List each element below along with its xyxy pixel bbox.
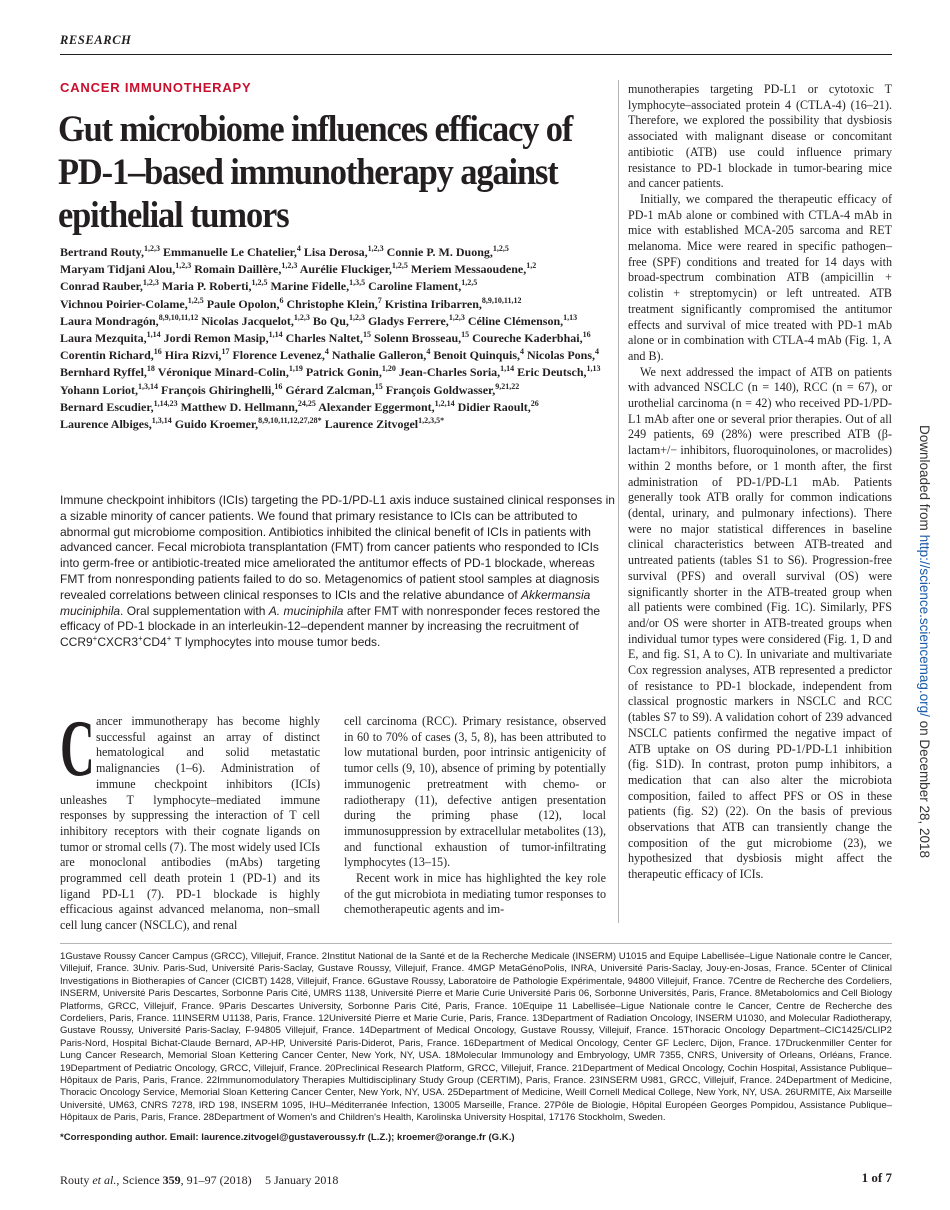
author-affiliation: 1,14	[268, 330, 283, 340]
author-name: Vichnou Poirier-Colame,	[60, 296, 188, 311]
author	[286, 331, 371, 345]
author-affiliation: 4	[595, 347, 600, 357]
author-affiliation: 18	[146, 364, 155, 374]
author	[433, 348, 524, 362]
author-affiliation: 1,3,14	[138, 381, 159, 391]
citation-etal: et al.	[92, 1173, 117, 1187]
author-affiliation: 4	[520, 347, 525, 357]
author-affiliation: 1,13	[586, 364, 601, 374]
author-affiliation: 1,2,5	[492, 244, 509, 253]
author-affiliation: 16	[153, 347, 162, 357]
author-name: François Goldwasser,	[385, 382, 496, 397]
author-affiliation: 8,9,10,11,12	[158, 312, 199, 322]
author-affiliation: 1,2,3	[144, 244, 160, 253]
author	[60, 348, 162, 362]
citation-journal: , Science	[116, 1173, 163, 1187]
author-affiliation: 4	[296, 244, 301, 253]
author-affiliation: 1,19	[288, 364, 303, 374]
download-notice	[917, 425, 932, 858]
author	[318, 400, 454, 414]
author-affiliation: 1,13	[563, 312, 578, 322]
author-affiliation: 15	[374, 381, 383, 391]
drop-cap: C	[60, 705, 95, 793]
author-affiliation: 7	[377, 295, 382, 305]
affiliations-rule	[60, 943, 892, 944]
author-name: Bertrand Routy,	[60, 245, 144, 259]
author-list	[60, 244, 620, 433]
header-rule	[60, 54, 892, 55]
author-name: Jean-Charles Soria,	[398, 365, 501, 380]
abstract-text: after FMT with nonresponder feces restored the efficacy of PD-1 blockade in an interleukin-12–dependent manner by increasing the recruitment of CCR9	[60, 603, 601, 650]
author-affiliation: 1,3,14	[151, 416, 172, 426]
author-name: Gladys Ferrere,	[367, 313, 449, 328]
author	[332, 348, 430, 362]
author-affiliation: 1,14	[146, 330, 161, 340]
author-affiliation: 1,2,3	[293, 312, 310, 322]
author	[468, 314, 577, 328]
citation	[60, 1173, 252, 1188]
body-paragraph: Initially, we compared the therapeutic efficacy of PD-1 mAb alone or combined with CTLA-4 mAb in mice with established MCA-205 sarcoma and RET melanoma. Mice were reared in specific pathogen–free (SPF) conditions and treated for 14 days with broad-spectrum combination ATB (ampicillin + colistin + streptomycin) or left untreated. ATB treatment significantly compromised the antitumor effects and survival of mice treated with PD-1 mAb alone or in combination with CTLA-4 mAb (Fig. 1, A and B).	[628, 191, 892, 363]
author	[60, 365, 155, 379]
author	[60, 314, 198, 328]
author-affiliation: 1,2,3	[348, 312, 365, 322]
author-name: Véronique Minard-Colin,	[157, 365, 289, 380]
author-affiliation: 1,3,5	[349, 278, 366, 288]
author-name: Maryam Tidjani Alou,	[60, 262, 176, 277]
author-name: Alexander Eggermont,	[318, 399, 435, 414]
author-name: Kristina Iribarren,	[384, 296, 482, 311]
author-affiliation: 17	[221, 347, 230, 357]
author-affiliation: 1,2	[526, 261, 537, 271]
download-suffix: on December 28, 2018	[917, 716, 932, 858]
author	[286, 297, 381, 311]
author	[207, 297, 284, 311]
author-name: Nathalie Galleron,	[331, 348, 427, 363]
body-column-2	[344, 714, 606, 918]
author-affiliation: 8,9,10,11,12,27,28*	[258, 416, 322, 426]
abstract	[60, 493, 616, 651]
author	[60, 417, 172, 431]
body-paragraph: Recent work in mice has highlighted the key role of the gut microbiota in mediating tumor responses to chemotherapeutic agents and im-	[344, 871, 606, 917]
superscript: +	[92, 634, 98, 644]
download-prefix: Downloaded from	[917, 425, 932, 535]
abstract-text: . Oral supplementation with	[120, 603, 269, 618]
author	[385, 297, 522, 311]
author-name: Charles Naltet,	[285, 331, 363, 346]
author-name: Caroline Flament,	[368, 279, 462, 294]
affiliations: 1Gustave Roussy Cancer Campus (GRCC), Villejuif, France. 2Institut National de la Santé et de la Recherche Medicale (INSERM) U1015 and Equipe Labellisée–Ligue Nationale contre le Cancer, Villejuif, France. 3Univ. Paris-Sud, Université Paris-Saclay, Gustave Roussy, Villejuif, France. 4MGP MetaGénoPolis, INRA, Université Paris-Saclay, Jouy-en-Josas, France. 5Center of Clinical Investigations in Biotherapies of Cancer (CICBT) 1428, Villejuif, France. 6Gustave Roussy, Laboratoire de Pathologie Expérimentale, 94800 Villejuif, France. 7Centre de Recherche des Cordeliers, INSERM, Université Paris Descartes, Sorbonne Paris Cité, UMRS 1138, Université Pierre et Marie Curie Université Paris 06, Sorbonne Universités, Paris, France. 8Metabolomics and Cell Biology Platforms, GRCC, Villejuif, France. 9Paris Descartes University, Sorbonne Paris Cité, Paris, France. 10Equipe 11 Labellisée–Ligue Nationale contre le Cancer, Centre de Recherche des Cordeliers, Paris, France. 11INSERM U1138, Paris, France. 12Université Pierre et Marie Curie, Paris, France. 13Department of Radiation Oncology, INSERM U1030, and Molecular Radiotherapy, Gustave Roussy, Université Paris-Saclay, F-94805 Villejuif, France. 14Department of Medical Oncology, Gustave Roussy, Villejuif, France. 15Thoracic Oncology Department–CIC1425/CLIP2 Paris-Nord, Hospital Bichat-Claude Bernard, AP-HP, Université Paris-Diderot, Paris, France. 16Department of Medical Oncology, Center GF Leclerc, Dijon, France. 17Druckenmiller Center for Lung Cancer Research, Memorial Sloan Kettering Cancer Center, New York, NY, USA. 18Molecular Immunology and Embryology, UMR 7355, CNRS, University of Orleans, Orléans, France. 19Department of Pediatric Oncology, GRCC, Villejuif, France. 20Preclinical Research Platform, GRCC, Villejuif, France. 21Department of Medical Oncology, Cochin Hospital, Assistance Publique–Hôpitaux de Paris, Paris, France. 22Immunomodulatory Therapies Multidisciplinary Study Group (CERTIM), Paris, France. 23INSERM U981, GRCC, Villejuif, France. 24Department of Medicine, Thoracic Oncology Service, Memorial Sloan Kettering Cancer Center, New York, NY, USA. 25Department of Medicine, Weill Cornell Medical College, New York, NY, USA. 26URMITE, Aix Marseille Université, UM63, CNRS 7278, IRD 198, INSERM 1095, IHU–Méditerranée Infection, 13005 Marseille, France. 27Pôle de Biologie, Hôpital Européen Georges Pompidou, Assistance Publique–Hôpitaux de Paris, Paris, France. 28Department of Women's and Children's Health, Karolinska University Hospital, 17176 Stockholm, Sweden.	[60, 951, 892, 1124]
author-name: Romain Daillère,	[194, 262, 282, 277]
author-affiliation: 9,21,22	[495, 381, 520, 391]
abstract-text: CXCR3	[97, 635, 139, 650]
author-name: Matthew D. Hellmann,	[180, 399, 298, 414]
author	[158, 365, 303, 379]
article-title: Gut microbiome influences efficacy of PD-1–based immunotherapy against epithelial tumors	[58, 109, 573, 236]
download-link[interactable]: http://science.sciencemag.org/	[917, 534, 932, 717]
author-affiliation: 6	[279, 295, 284, 305]
author-affiliation: 1,2,3	[367, 244, 384, 253]
author	[313, 314, 365, 328]
author-name: Guido Kroemer,	[174, 417, 259, 432]
author-affiliation: 8,9,10,11,12	[481, 295, 522, 305]
author-affiliation: 15	[461, 330, 470, 340]
author-affiliation: 1,20	[381, 364, 396, 374]
author	[201, 314, 310, 328]
author-name: Paule Opolon,	[206, 296, 280, 311]
author-name: Hira Rizvi,	[164, 348, 222, 363]
body-paragraph: We next addressed the impact of ATB on patients with advanced NSCLC (n = 140), RCC (n = 67), or urothelial carcinoma (n = 42) who received PD-1/PD-L1 mAb after one or several prior therapies. Out of all 249 patients, 69 (28%) were prescribed ATB (β-lactam+/− inhibitors, fluoroquinolones, or macrolides) within 2 months before, or 1 month after, the first administration of PD-1/PD-L1 mAb. Patients generally took ATB orally for common indications (dental, urinary, and pulmonary infections). There were no major statistical differences in baseline clinical characteristics between ATB-treated and untreated patients (tables S1 to S6). Progression-free survival (PFS) and overall survival (OS) were significantly shorter in the ATB-treated group when all patients were combined (Fig. 1C). Similarly, PFS and/or OS were shorter in ATB-treated groups when individual tumor types were considered (Fig. 1, D and E, and fig. S1, A to C). In univariate and multivariate Cox regression analyses, ATB represented a predictor of resistance to PD-1 blockade, independent from classical prognostic markers in NSCLC and RCC (tables S7 to S9). A validation cohort of 239 advanced NSCLC patients confirmed the negative impact of ATB uptake on OS during PD-1/PD-L1 inhibition (fig. S1D). In contrast, proton pump inhibitors, a medication that can also alter the microbiota composition, failed to affect PFS or OS in these patients (fig. S2) (22). On the basis of previous observations that ATB can transiently change the composition of the gut microbiome (23), we hypothesized that dysbiosis might affect the therapeutic efficacy of ICIs.	[628, 364, 892, 882]
author	[304, 245, 384, 259]
author	[162, 279, 268, 293]
author	[60, 262, 191, 276]
abstract-text: T lymphocytes into mouse tumor beds.	[171, 635, 381, 650]
author	[270, 279, 365, 293]
abstract-text: Immune checkpoint inhibitors (ICIs) targeting the PD-1/PD-L1 axis induce sustained clinical responses in a sizable minority of cancer patients. We found that primary resistance to ICIs can be attributed to abnormal gut microbiome composition. Antibiotics inhibited the clinical benefit of ICIs in patients with advanced cancer. Fecal microbiota transplantation (FMT) from cancer patients who responded to ICIs into germ-free or antibiotic-treated mice ameliorated the antitumor effects of PD-1 blockade, whereas FMT from nonresponding patients failed to do so. Metagenomics of patient stool samples at diagnosis revealed correlations between clinical responses to ICIs and the relative abundance of	[60, 493, 615, 602]
author-name: Christophe Klein,	[286, 296, 378, 311]
author-affiliation: 4	[324, 347, 329, 357]
abstract-species: A. muciniphila	[268, 603, 344, 618]
author-name: Emmanuelle Le Chatelier,	[163, 245, 297, 259]
author	[368, 314, 465, 328]
author-name: Bo Qu,	[312, 313, 349, 328]
author-name: Florence Levenez,	[232, 348, 325, 363]
author	[387, 245, 509, 259]
author-affiliation: 24,25	[297, 398, 316, 408]
author-affiliation: 1,14	[500, 364, 515, 374]
author-affiliation: 4	[426, 347, 431, 357]
body-paragraph: munotherapies targeting PD-L1 or cytotoxic T lymphocyte–associated protein 4 (CTLA-4) (16–21). Therefore, we explored the possibility that dysbiosis associated with malignant disease or concomitant antibiotic (ATB) use could influence primary resistance to PD-1 blockade in tumor-bearing mice and cancer patients.	[628, 82, 892, 191]
author-affiliation: 16	[274, 381, 283, 391]
author-name: Bernhard Ryffel,	[60, 365, 147, 380]
author-name: Eric Deutsch,	[517, 365, 587, 380]
author	[472, 331, 590, 345]
author-affiliation: 1,2,5	[391, 261, 408, 271]
author	[161, 383, 282, 397]
author-name: Solenn Brosseau,	[374, 331, 462, 346]
article-category: CANCER IMMUNOTHERAPY	[60, 80, 252, 95]
author	[386, 383, 520, 397]
author-name: Aurélie Fluckiger,	[299, 262, 392, 277]
author-name: Corentin Richard,	[60, 348, 154, 363]
body-column-3	[628, 82, 892, 883]
citation-authors: Routy	[60, 1173, 93, 1187]
author-affiliation: 1,2,3,5*	[418, 416, 445, 426]
author-affiliation: 1,2,5	[187, 295, 204, 305]
author-name: Laura Mondragón,	[60, 313, 159, 328]
author-affiliation: 1,2,5	[461, 278, 478, 288]
body-paragraph: cell carcinoma (RCC). Primary resistance, observed in 60 to 70% of cases (3, 5, 8), has been attributed to low mutational burden, poor intrinsic antigenicity of tumor cells (9, 10), absence of priming by potentially immunogenic pretreatment with chemo- or radiotherapy (11), defective antigen presentation during the priming phase (12), local immunosuppression by extracellular metabolites (13), and functional exhaustion of tumor-infiltrating lymphocytes (13–15).	[344, 714, 606, 870]
author-name: Maria P. Roberti,	[161, 279, 252, 294]
column-divider	[618, 80, 619, 923]
author	[60, 331, 161, 345]
author-name: Laura Mezquita,	[60, 331, 147, 346]
author	[194, 262, 297, 276]
author-name: Coureche Kaderbhai,	[472, 331, 583, 346]
author	[165, 348, 230, 362]
author	[325, 417, 444, 431]
author	[164, 331, 283, 345]
author-name: Benoit Quinquis,	[433, 348, 521, 363]
author	[527, 348, 599, 362]
author-name: Marine Fidelle,	[270, 279, 350, 294]
author	[306, 365, 396, 379]
author-affiliation: 1,2,3	[175, 261, 192, 271]
author-affiliation: 1,14,23	[153, 398, 178, 408]
author	[181, 400, 316, 414]
author	[232, 348, 328, 362]
author-name: Laurence Zitvogel	[324, 417, 419, 432]
author-affiliation: 1,2,5	[251, 278, 268, 288]
author-name: Connie P. M. Duong,	[386, 245, 493, 259]
author	[60, 245, 160, 259]
corresponding-author: *Corresponding author. Email: laurence.zitvogel@gustaveroussy.fr (L.Z.); kroemer@orange.fr (G.K.)	[60, 1132, 515, 1143]
author	[458, 400, 539, 414]
author-affiliation: 1,2,3	[281, 261, 298, 271]
author	[517, 365, 600, 379]
citation-pages: , 91–97 (2018)	[180, 1173, 252, 1187]
author	[374, 331, 469, 345]
author-affiliation: 1,2,14	[434, 398, 455, 408]
section-tag: RESEARCH	[60, 33, 132, 47]
author	[60, 400, 178, 414]
author	[411, 262, 536, 276]
author	[368, 279, 477, 293]
author-affiliation: 1,2,3	[448, 312, 465, 322]
author-name: Meriem Messaoudene,	[410, 262, 527, 277]
page-number: 1 of 7	[861, 1170, 892, 1185]
author-name: Gérard Zalcman,	[285, 382, 375, 397]
author	[60, 297, 204, 311]
author-name: Nicolas Jacquelot,	[201, 313, 294, 328]
author-name: Céline Clémenson,	[467, 313, 564, 328]
author-name: François Ghiringhelli,	[161, 382, 275, 397]
author	[60, 279, 159, 293]
author-name: Conrad Rauber,	[60, 279, 143, 294]
author-affiliation: 26	[530, 398, 539, 408]
body-paragraph: ancer immunotherapy has become highly successful against an array of distinct hematological and solid metastatic malignancies (1–6). Administration of immune checkpoint inhibitors (ICIs) unleashes T lymphocyte–mediated immune responses by suppressing the interaction of T cell inhibitory receptors with their cognate ligands on tumor or stromal cells (7). The most widely used ICIs are monoclonal antibodies (mAbs) targeting programmed cell death protein 1 (PD-1) and its ligand PD-L1 (7). PD-1 blockade is highly efficacious against advanced melanoma, non–small cell lung cancer (NSCLC), and renal	[60, 714, 320, 933]
superscript: +	[166, 634, 172, 644]
author-name: Didier Raoult,	[457, 399, 531, 414]
publication-date: 5 January 2018	[265, 1173, 339, 1187]
author-affiliation: 16	[582, 330, 591, 340]
author	[163, 245, 301, 259]
author-name: Nicolas Pons,	[527, 348, 596, 363]
author	[300, 262, 408, 276]
citation-volume: 359	[162, 1173, 181, 1187]
author	[175, 417, 322, 431]
author-name: Lisa Derosa,	[303, 245, 368, 259]
body-column-1	[60, 705, 320, 934]
abstract-text: CD4	[142, 635, 167, 650]
author-name: Yohann Loriot,	[60, 382, 139, 397]
author	[60, 383, 158, 397]
author	[285, 383, 382, 397]
author-affiliation: 15	[363, 330, 371, 340]
author-name: Jordi Remon Masip,	[163, 331, 269, 346]
author-name: Patrick Gonin,	[305, 365, 382, 380]
superscript: +	[138, 634, 143, 644]
author-name: Bernard Escudier,	[60, 399, 154, 414]
author-affiliation: 1,2,3	[142, 278, 159, 288]
abstract-species: Akkermansia muciniphila	[60, 587, 591, 618]
author	[399, 365, 514, 379]
author-name: Laurence Albiges,	[60, 417, 152, 432]
